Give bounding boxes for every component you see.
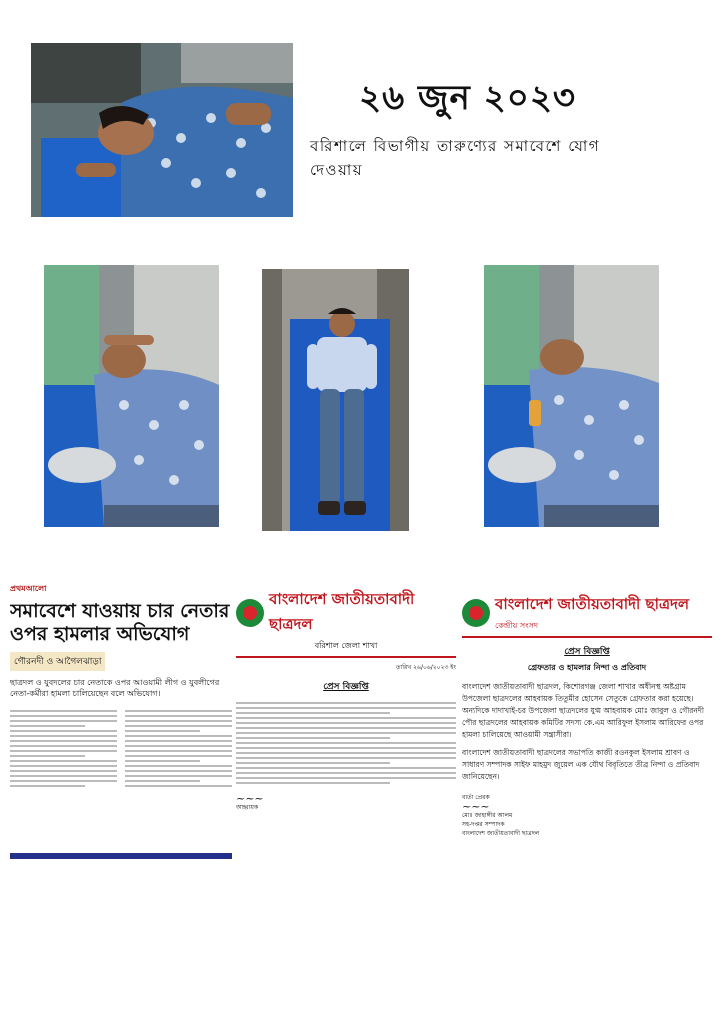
news-headline: সমাবেশে যাওয়ায় চার নেতার ওপর হামলার অভিযোগ bbox=[10, 600, 230, 645]
signature-scribble: ~~~ bbox=[462, 800, 490, 813]
signature-role: আহ্বায়ক bbox=[236, 804, 259, 811]
photo-lying-on-bed bbox=[262, 269, 409, 531]
signature-role: সহ-দপ্তর সম্পাদক bbox=[462, 821, 505, 828]
lying-man-photo bbox=[262, 269, 409, 531]
press-signature bbox=[236, 794, 456, 812]
news-intro: ছাত্রদল ও যুবদলের চার নেতাকে ওপর আওয়ামী লীগ ও যুবলীগের নেতা-কর্মীরা হামলা চালিয়েছেন বলে অভিযোগ। bbox=[10, 678, 220, 698]
org-name: বাংলাদেশ জাতীয়তাবাদী ছাত্রদল bbox=[495, 595, 690, 613]
photo-treatment-right bbox=[484, 265, 659, 527]
org-flag-icon bbox=[462, 599, 490, 627]
treatment-photo bbox=[44, 265, 219, 527]
press-meta bbox=[236, 662, 456, 673]
newspaper-clipping bbox=[10, 583, 232, 873]
news-body-columns bbox=[10, 707, 232, 790]
org-branch: বরিশাল জেলা শাখা bbox=[314, 641, 378, 650]
org-header bbox=[236, 588, 456, 638]
signature-label: বার্তা প্রেরক bbox=[462, 794, 490, 801]
signature-scribble: ~~~ bbox=[236, 792, 264, 805]
press-paragraph-2: বাংলাদেশ জাতীয়তাবাদী ছাত্রদলের সভাপতি কাজী রওনকুল ইসলাম শ্রাবণ ও সাধারণ সম্পাদক সাইফ মাহমুদ জুয়েল এক যৌথ বিবৃতিতে তীব্র নিন্দা ও প্রতিবাদ জানিয়েছেন। bbox=[462, 748, 700, 781]
newspaper-footer-bar bbox=[10, 853, 232, 859]
press-signature bbox=[462, 793, 712, 838]
news-dateline: গৌরনদী ও আগৈলঝাড়া bbox=[10, 652, 105, 671]
press-subtitle: গ্রেফতার ও হামলার নিন্দা ও প্রতিবাদ bbox=[527, 663, 647, 672]
org-branch: কেন্দ্রীয় সংসদ bbox=[495, 621, 539, 630]
org-name: বাংলাদেশ জাতীয়তাবাদী ছাত্রদল bbox=[269, 590, 415, 633]
photo-treatment-left bbox=[44, 265, 219, 527]
date-heading: ২৬ জুন ২০২৩ bbox=[359, 78, 577, 118]
press-title: প্রেস বিজ্ঞপ্তি bbox=[323, 682, 369, 692]
press-paragraph-1: বাংলাদেশ জাতীয়তাবাদী ছাত্রদল, কিশোরগঞ্জ জেলা শাখার অধীনস্থ অষ্টগ্রাম উপজেলা ছাত্রদলের আহবায়ক তিতুমীর হোসেন সেতুকে গ্রেফতার করা হয়েছে। অন্যদিকে দাদাখাই-চর উপজেলা ছাত্রদলের যুগ্ম আহবায়ক মোঃ জাবুল ও গৌরনদী পৌর ছাত্রদলের আহবায়ক কমিটির সদস্য কে.এম আরিফুল ইসলাম আরিফের ওপর হামলা চালিয়েছে আওয়ামী সন্ত্রাসীরা। bbox=[462, 682, 704, 739]
org-header bbox=[462, 593, 712, 633]
signature-org: বাংলাদেশ জাতীয়তাবাদী ছাত্রদল bbox=[462, 830, 540, 837]
newspaper-logo: প্রথমআলো bbox=[10, 584, 47, 593]
caption-text: বরিশালে বিভাগীয় তারুণ্যের সমাবেশে যোগ দেওয়ায় bbox=[310, 137, 601, 179]
treatment-photo bbox=[484, 265, 659, 527]
press-release-barishal bbox=[236, 585, 456, 915]
injured-man-photo bbox=[31, 43, 293, 217]
press-date: তারিখ ২৬/০৬/২০২৩ ইং bbox=[396, 664, 456, 671]
org-flag-icon bbox=[236, 599, 264, 627]
press-title: প্রেস বিজ্ঞপ্তি bbox=[564, 647, 610, 657]
signature-name: মোঃ জাহাঙ্গীর আলম bbox=[462, 812, 513, 819]
press-release-central bbox=[462, 590, 712, 890]
photo-injured-man-top bbox=[31, 43, 293, 217]
press-body bbox=[236, 702, 456, 784]
